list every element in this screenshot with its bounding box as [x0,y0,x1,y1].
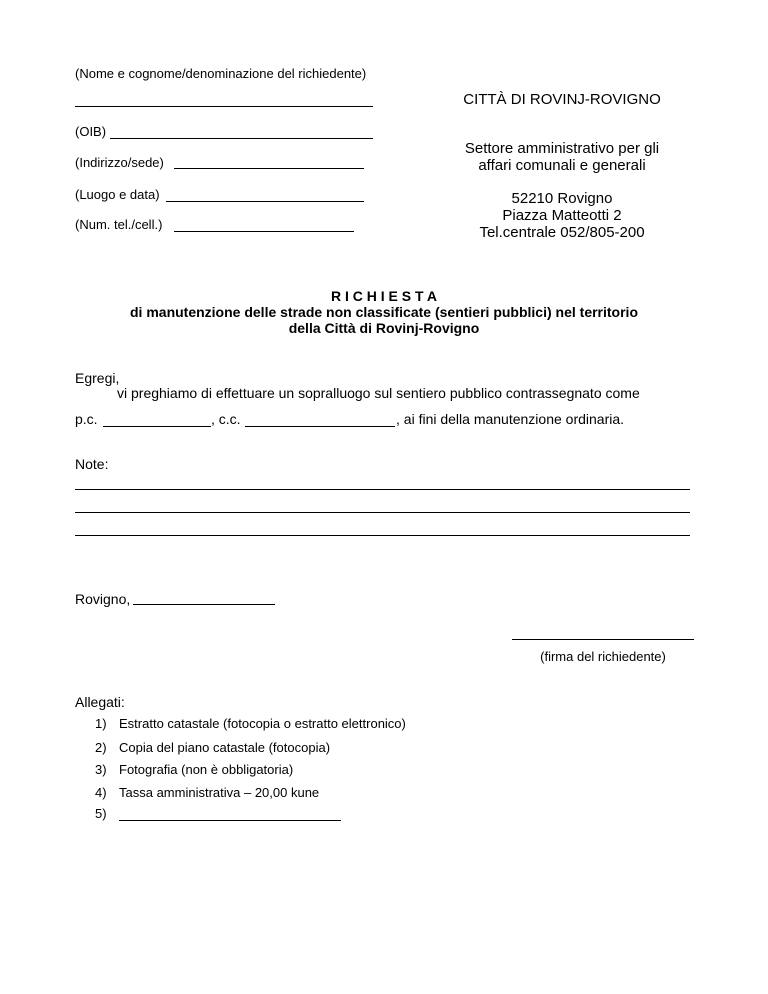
cc-label: , c.c. [211,411,241,427]
place-date-label: (Luogo e data) [75,187,160,202]
attachment-number: 3) [95,762,107,777]
recipient-sector-line1: Settore amministrativo per gli [464,140,660,157]
document-heading: R I C H I E S T A [330,288,438,304]
attachment-other-field[interactable] [119,820,341,821]
signature-caption: (firma del richiedente) [540,649,666,664]
notes-line[interactable] [75,489,690,490]
signing-date-field[interactable] [133,604,275,605]
cc-field[interactable] [245,426,395,427]
attachments-label: Allegati: [75,694,125,710]
pc-label: p.c. [75,411,98,427]
attachment-number: 1) [95,716,107,731]
recipient-postal: 52210 Rovigno [511,190,613,207]
recipient-city: CITTÀ DI ROVINJ-ROVIGNO [463,91,661,108]
document-title-line1: di manutenzione delle strade non classificate (sentieri pubblici) nel territorio [130,304,638,320]
attachment-item: Fotografia (non è obbligatoria) [119,762,294,777]
phone-field[interactable] [174,231,354,232]
oib-field[interactable] [110,138,373,139]
purpose-text: , ai fini della manutenzione ordinaria. [396,411,625,427]
applicant-name-label: (Nome e cognome/denominazione del richiedente) [75,66,367,81]
attachment-item: Copia del piano catastale (fotocopia) [119,740,331,755]
notes-label: Note: [75,456,109,472]
recipient-sector-line2: affari comunali e generali [478,157,646,174]
attachment-number: 2) [95,740,107,755]
pc-field[interactable] [103,426,211,427]
document-title-line2: della Città di Rovinj-Rovigno [288,320,480,336]
attachment-item: Tassa amministrativa – 20,00 kune [119,785,320,800]
recipient-street: Piazza Matteotti 2 [502,207,622,224]
applicant-name-field[interactable] [75,106,373,107]
notes-line[interactable] [75,535,690,536]
address-label: (Indirizzo/sede) [75,155,164,170]
signature-field[interactable] [512,639,694,640]
place-label: Rovigno, [75,591,131,607]
attachment-number: 5) [95,806,107,821]
recipient-phone: Tel.centrale 052/805-200 [479,224,645,241]
oib-label: (OIB) [75,124,107,139]
place-date-field[interactable] [166,201,364,202]
greeting: Egregi, [75,370,120,386]
address-field[interactable] [174,168,364,169]
request-line: vi preghiamo di effettuare un sopralluogo sul sentiero pubblico contrassegnato come [117,385,640,401]
notes-line[interactable] [75,512,690,513]
phone-label: (Num. tel./cell.) [75,217,163,232]
attachment-number: 4) [95,785,107,800]
attachment-item: Estratto catastale (fotocopia o estratto elettronico) [119,716,406,731]
